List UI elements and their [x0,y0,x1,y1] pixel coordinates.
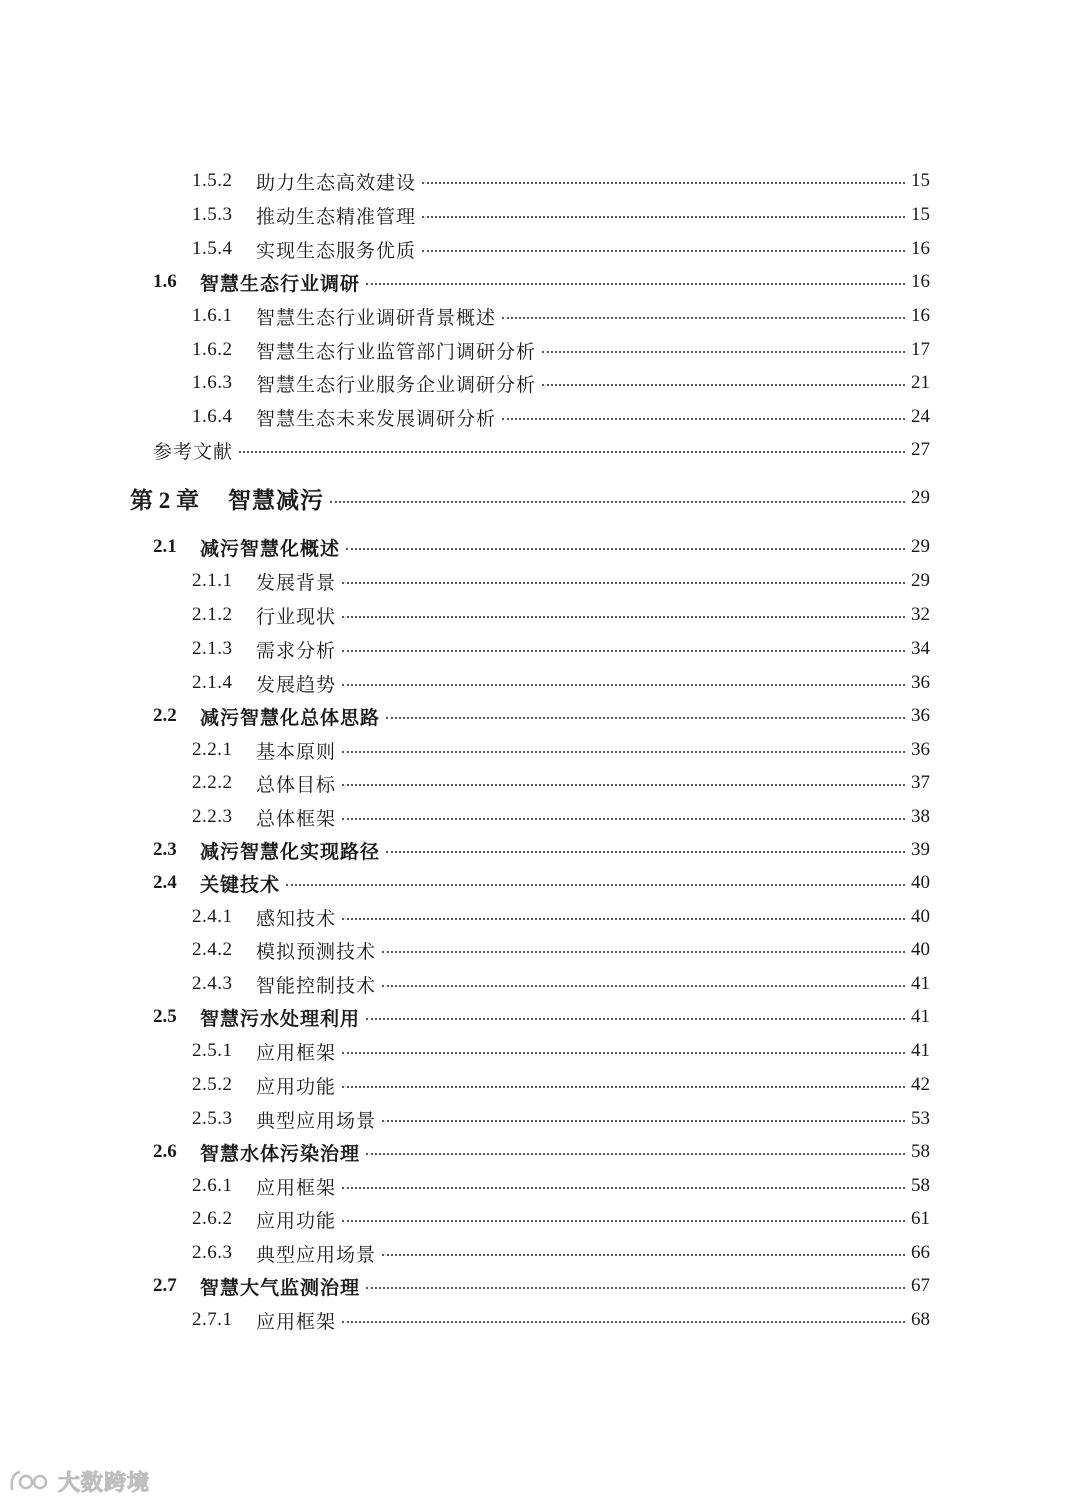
toc-entry-title: 典型应用场景 [256,1244,377,1266]
chapter-heading[interactable] [0,480,930,516]
toc-entry-title: 智慧生态未来发展调研分析 [256,408,497,430]
dot-leader [382,951,905,953]
toc-entry-number: 2.5.3 [192,1108,233,1129]
toc-entry-title: 智慧生态行业监管部门调研分析 [256,341,537,363]
toc-entry-page: 41 [911,1040,930,1061]
toc-entry-number: 1.5.2 [192,170,233,191]
dot-leader [542,384,905,386]
toc-entry-page: 29 [911,570,930,591]
toc-entry-page: 21 [911,372,930,393]
toc-entry[interactable] [0,969,930,999]
toc-entry-title: 关键技术 [200,874,281,896]
toc-entry[interactable] [0,1171,930,1201]
toc-entry-page: 42 [911,1074,930,1095]
dot-leader [382,985,905,987]
toc-entry-number: 2.3 [153,839,177,860]
toc-entry-title: 应用框架 [256,1311,337,1333]
toc-entry-page: 16 [911,305,930,326]
toc-entry-page: 36 [911,705,930,726]
toc-entry-title: 发展趋势 [256,674,337,696]
toc-entry-page: 61 [911,1208,930,1229]
toc-entry-number: 1.5.4 [192,238,233,259]
dot-leader [542,351,905,353]
dot-leader [366,1287,905,1289]
toc-entry-title: 应用功能 [256,1210,337,1232]
dot-leader [330,501,905,503]
toc-entry-number: 1.5.3 [192,204,233,225]
dot-leader [502,418,905,420]
dot-leader [342,1086,905,1088]
toc-entry-page: 58 [911,1175,930,1196]
toc-entry-title: 减污智慧化实现路径 [200,841,381,863]
toc-entry-number: 1.6 [153,271,177,292]
toc-entry-title: 推动生态精准管理 [256,206,417,228]
toc-entry-page: 40 [911,906,930,927]
toc-entry-title: 发展背景 [256,572,337,594]
toc-entry-title: 智慧减污 [228,487,324,513]
toc-entry-page: 41 [911,1006,930,1027]
toc-entry-number: 2.6.3 [192,1242,233,1263]
toc-entry[interactable] [0,301,930,331]
toc-entry[interactable] [0,402,930,432]
toc-entry-title: 应用功能 [256,1076,337,1098]
dot-leader [386,717,905,719]
toc-entry-number: 1.6.3 [192,372,233,393]
toc-entry-number: 2.5.1 [192,1040,233,1061]
toc-entry-page: 53 [911,1108,930,1129]
toc-entry-number: 2.6.2 [192,1208,233,1229]
dot-leader [342,751,905,753]
dot-leader [342,1052,905,1054]
toc-entry-number: 2.5 [153,1006,177,1027]
dot-leader [422,216,905,218]
toc-entry-page: 40 [911,872,930,893]
toc-entry-number: 2.4.3 [192,973,233,994]
toc-entry-page: 41 [911,973,930,994]
toc-entry[interactable] [0,1002,930,1032]
toc-entry-page: 36 [911,672,930,693]
toc-entry-page: 39 [911,839,930,860]
dot-leader [366,283,905,285]
dot-leader [342,818,905,820]
toc-entry[interactable] [0,802,930,832]
toc-entry-title: 应用框架 [256,1042,337,1064]
toc-entry-title: 智慧生态行业服务企业调研分析 [256,374,537,396]
toc-entry-page: 17 [911,339,930,360]
toc-entry-number: 2.7.1 [192,1309,233,1330]
toc-entry[interactable] [0,701,930,731]
toc-entry-page: 38 [911,806,930,827]
toc-entry-page: 68 [911,1309,930,1330]
toc-entry-title: 感知技术 [256,908,337,930]
toc-entry-number: 2.1.2 [192,604,233,625]
toc-entry-number: 2.2.3 [192,806,233,827]
toc-entry[interactable] [0,1137,930,1167]
toc-entry-number: 2.2 [153,705,177,726]
toc-entry-page: 40 [911,939,930,960]
toc-entry-number: 2.5.2 [192,1074,233,1095]
toc-entry-title: 总体目标 [256,774,337,796]
toc-entry-number: 2.4.2 [192,939,233,960]
toc-entry-title: 智慧水体污染治理 [200,1143,361,1165]
toc-entry[interactable] [0,267,930,297]
toc-entry-number: 2.2.1 [192,739,233,760]
toc-entry-number: 2.1.1 [192,570,233,591]
toc-entry-number: 2.7 [153,1275,177,1296]
toc-entry-number: 第 2 章 [130,487,199,513]
toc-entry-number: 2.6 [153,1141,177,1162]
dot-leader [366,1153,905,1155]
toc-entry-number: 2.1.4 [192,672,233,693]
toc-entry[interactable] [0,166,930,196]
toc-entry[interactable] [0,868,930,898]
toc-entry-title: 需求分析 [256,640,337,662]
toc-entry-page: 36 [911,739,930,760]
dot-leader [386,851,905,853]
toc-entry-title: 智慧生态行业调研 [200,273,361,295]
toc-entry-title: 减污智慧化概述 [200,538,341,560]
toc-entry-number: 1.6.4 [192,406,233,427]
toc-entry-title: 助力生态高效建设 [256,172,417,194]
toc-entry-title: 典型应用场景 [256,1110,377,1132]
dot-leader [239,451,905,453]
toc-entry-number: 2.6.1 [192,1175,233,1196]
dot-leader [346,548,905,550]
toc-entry-title: 模拟预测技术 [256,941,377,963]
dot-leader [342,650,905,652]
dot-leader [382,1120,905,1122]
toc-entry-title: 参考文献 [153,441,234,463]
toc-entry[interactable] [0,935,930,965]
toc-entry[interactable] [0,335,930,365]
dot-leader [502,317,905,319]
toc-entry-title: 智慧污水处理利用 [200,1008,361,1030]
dot-leader [342,918,905,920]
toc-entry-title: 基本原则 [256,741,337,763]
dot-leader [422,182,905,184]
toc-entry-page: 15 [911,204,930,225]
toc-entry-title: 减污智慧化总体思路 [200,707,381,729]
dot-leader [342,582,905,584]
brand-logo-icon [8,1468,52,1494]
toc-entry[interactable] [0,368,930,398]
dot-leader [382,1254,905,1256]
toc-entry-title: 总体框架 [256,808,337,830]
toc-entry[interactable] [0,1271,930,1301]
dot-leader [342,1187,905,1189]
dot-leader [342,1220,905,1222]
toc-entry-page: 66 [911,1242,930,1263]
dot-leader [342,616,905,618]
toc-entry-page: 58 [911,1141,930,1162]
toc-entry[interactable] [0,1104,930,1134]
toc-entry-number: 2.4.1 [192,906,233,927]
toc-entry-title: 智慧生态行业调研背景概述 [256,307,497,329]
toc-entry[interactable] [0,435,930,465]
toc-entry[interactable] [0,600,930,630]
toc-entry[interactable] [0,1305,930,1335]
toc-entry-page: 32 [911,604,930,625]
toc-entry[interactable] [0,1238,930,1268]
toc-entry[interactable] [0,1070,930,1100]
watermark-text: 大数跨境 [58,1470,151,1496]
dot-leader [286,884,905,886]
dot-leader [422,250,905,252]
toc-entry-page: 67 [911,1275,930,1296]
toc-entry[interactable] [0,1204,930,1234]
toc-entry[interactable] [0,200,930,230]
toc-entry[interactable] [0,835,930,865]
toc-entry[interactable] [0,768,930,798]
toc-entry-number: 2.1 [153,536,177,557]
toc-entry-page: 29 [911,536,930,557]
toc-entry-page: 34 [911,638,930,659]
toc-entry[interactable] [0,668,930,698]
toc-entry-title: 行业现状 [256,606,337,628]
dot-leader [342,784,905,786]
toc-entry-page: 24 [911,406,930,427]
toc-entry-page: 16 [911,238,930,259]
toc-entry-number: 2.2.2 [192,772,233,793]
toc-entry[interactable] [0,902,930,932]
dot-leader [342,684,905,686]
toc-entry-page: 27 [911,439,930,460]
watermark [8,1466,150,1496]
toc-entry-title: 实现生态服务优质 [256,240,417,262]
toc-entry-title: 智能控制技术 [256,975,377,997]
toc-entry-page: 29 [911,487,930,508]
toc-entry[interactable] [0,1036,930,1066]
toc-entry[interactable] [0,566,930,596]
dot-leader [366,1018,905,1020]
toc-entry-number: 1.6.1 [192,305,233,326]
toc-entry-page: 37 [911,772,930,793]
toc-entry-page: 16 [911,271,930,292]
toc-entry[interactable] [0,532,930,562]
toc-entry-title: 智慧大气监测治理 [200,1277,361,1299]
toc-entry-number: 2.4 [153,872,177,893]
toc-entry-number: 2.1.3 [192,638,233,659]
toc-entry[interactable] [0,735,930,765]
dot-leader [342,1321,905,1323]
toc-entry[interactable] [0,634,930,664]
toc-entry-page: 15 [911,170,930,191]
toc-entry-title: 应用框架 [256,1177,337,1199]
toc-entry[interactable] [0,234,930,264]
toc-entry-number: 1.6.2 [192,339,233,360]
